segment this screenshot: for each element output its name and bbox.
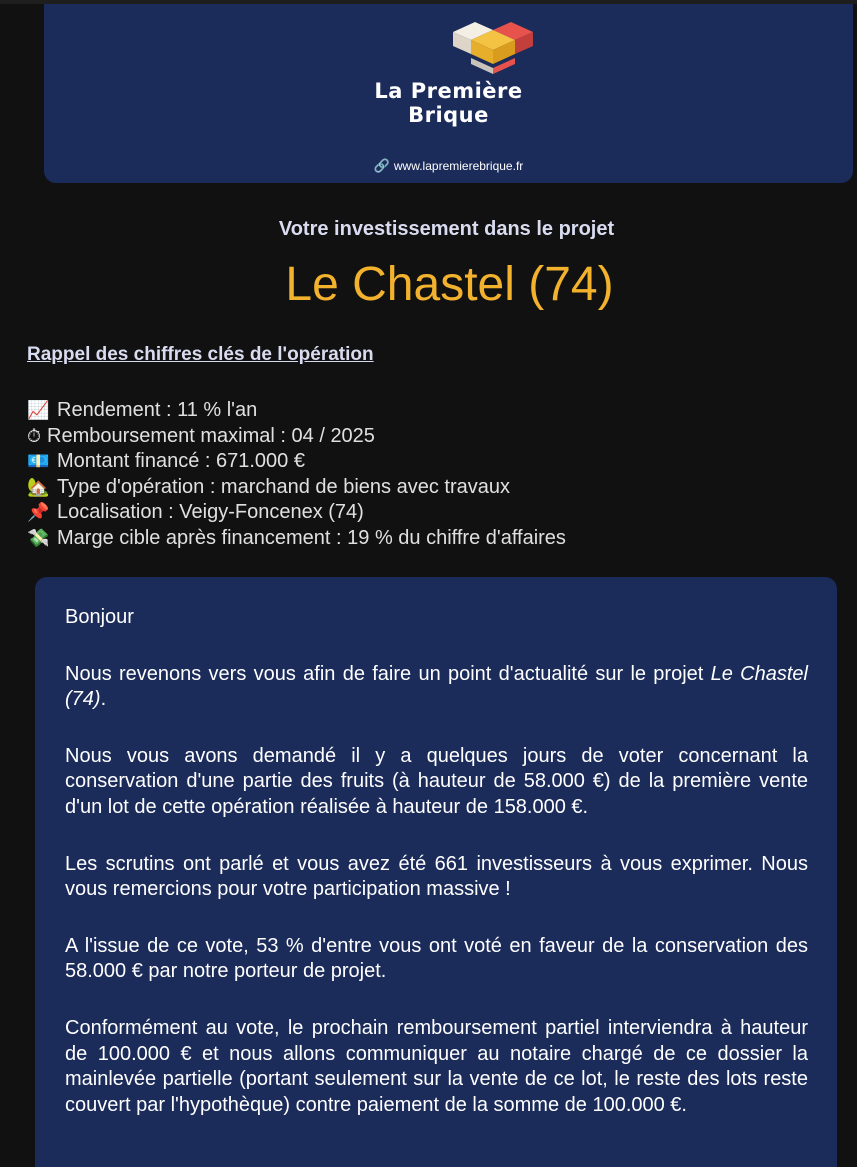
website-url[interactable]: www.lapremierebrique.fr	[393, 159, 524, 173]
message-body	[65, 605, 808, 1149]
key-figure-text: Localisation : Veigy-Foncenex (74)	[57, 501, 364, 524]
message-paragraph-1	[65, 662, 808, 713]
chart-increasing-icon: 📈	[27, 400, 50, 420]
project-title: Le Chastel (74)	[285, 258, 614, 311]
message-card	[35, 577, 837, 1167]
project-name-italic: Le Chastel (74)	[65, 662, 808, 711]
message-paragraph-3: Les scrutins ont parlé et vous avez été 661 investisseurs à vous exprimer. Nous vous remercions pour votre participation massive !	[65, 852, 808, 901]
pushpin-icon: 📌	[27, 502, 50, 523]
key-figure-amount	[27, 449, 566, 475]
house-icon: 🏡	[27, 476, 50, 497]
key-figures-list	[27, 398, 566, 552]
key-figure-repayment	[27, 424, 566, 450]
brand-line-1: La Première	[374, 79, 523, 103]
key-figure-text: Type d'opération : marchand de biens avec travaux	[57, 475, 510, 498]
key-figure-text: Marge cible après financement : 19 % du chiffre d'affaires	[57, 526, 566, 549]
paragraph-end: .	[100, 688, 107, 711]
message-paragraph-5: Conformément au vote, le prochain remboursement partiel interviendra à hauteur de 100.000 € et nous allons communiquer au notaire chargé de ce dossier la mainlevée partielle (portant seulement sur la vente de ce lot, le reste des lots reste couvert par l'hypothèque) contre paiement de la somme de 100.000 €.	[65, 1016, 808, 1116]
message-paragraph-2: Nous vous avons demandé il y a quelques jours de voter concernant la conservation d'une partie des fruits (à hauteur de 58.000 €) de la première vente d'un lot de cette opération réalisée à hauteur de 158.000 €.	[65, 744, 808, 818]
investment-subtitle: Votre investissement dans le projet	[278, 218, 615, 240]
key-figure-text: Rendement : 11 % l'an	[57, 399, 258, 421]
header-banner	[44, 4, 853, 183]
banknote-icon: 💶	[27, 451, 50, 472]
key-figure-yield	[27, 398, 566, 424]
key-figure-margin	[27, 526, 566, 552]
greeting: Bonjour	[65, 606, 134, 628]
key-figure-type	[27, 475, 566, 501]
key-figure-text: Montant financé : 671.000 €	[57, 450, 305, 473]
brand-line-2: Brique	[408, 103, 489, 127]
paragraph-text: Nous revenons vers vous afin de faire un point d'actualité sur le projet	[65, 662, 711, 685]
key-figure-location	[27, 500, 566, 526]
brick-logo-icon	[449, 14, 535, 78]
stopwatch-icon: ⏱	[27, 425, 42, 446]
link-icon: 🔗	[373, 158, 390, 173]
message-paragraph-4: A l'issue de ce vote, 53 % d'entre vous ont voté en faveur de la conservation des 58.000 € par notre porteur de projet.	[65, 934, 808, 983]
key-figure-text: Remboursement maximal : 04 / 2025	[47, 424, 375, 447]
money-wings-icon: 💸	[27, 527, 50, 548]
recap-heading: Rappel des chiffres clés de l'opération	[27, 344, 374, 365]
brand-name	[44, 79, 853, 127]
website-link[interactable]	[44, 158, 853, 174]
